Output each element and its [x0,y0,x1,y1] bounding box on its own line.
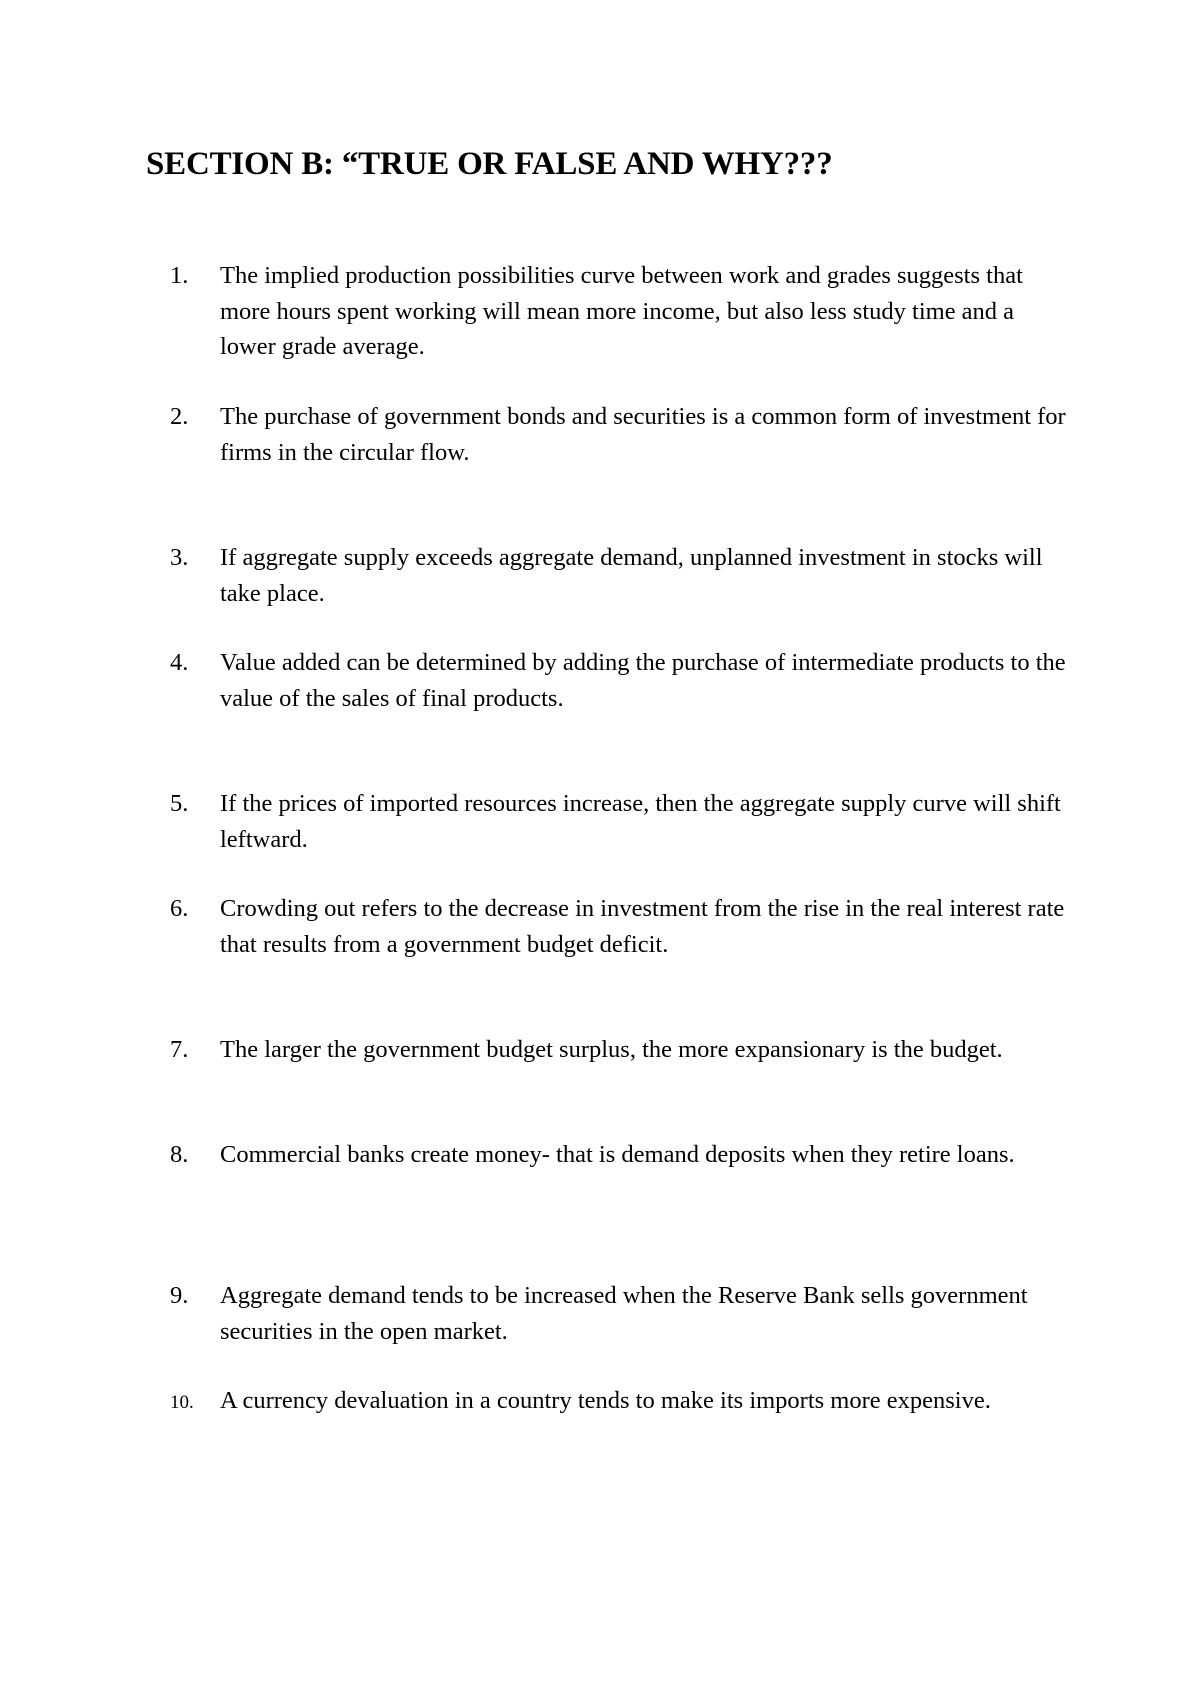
question-item [170,1278,1070,1349]
question-text: The implied production possibilities curve between work and grades suggests that more hours spent working will mean more income, but also less study time and a lower grade average. [220,262,1023,360]
question-number: 7. [170,1036,189,1063]
question-text: Value added can be determined by adding the purchase of intermediate products to the value of the sales of final products. [220,649,1066,712]
section-title: SECTION B: “TRUE OR FALSE AND WHY??? [146,146,833,182]
question-text: A currency devaluation in a country tends to make its imports more expensive. [220,1387,991,1414]
question-text: Aggregate demand tends to be increased when the Reserve Bank sells government securities in the open market. [220,1282,1028,1345]
question-text: The larger the government budget surplus, the more expansionary is the budget. [220,1036,1003,1063]
question-text: If aggregate supply exceeds aggregate demand, unplanned investment in stocks will take place. [220,544,1043,607]
question-item [170,1383,1070,1419]
question-item [170,399,1070,470]
question-number: 9. [170,1282,189,1309]
question-number: 1. [170,262,189,289]
question-item [170,1032,1070,1068]
question-text: Commercial banks create money- that is demand deposits when they retire loans. [220,1141,1015,1168]
question-text: If the prices of imported resources increase, then the aggregate supply curve will shift leftward. [220,790,1061,853]
question-text: Crowding out refers to the decrease in investment from the rise in the real interest rate that results from a government budget deficit. [220,895,1065,958]
question-number: 8. [170,1141,189,1168]
question-item [170,786,1070,857]
question-number: 2. [170,403,189,430]
question-item [170,258,1070,365]
question-number: 10. [170,1392,194,1413]
question-text: The purchase of government bonds and securities is a common form of investment for firms in the circular flow. [220,403,1066,466]
question-number: 5. [170,790,189,817]
question-item [170,540,1070,611]
question-item [170,891,1070,962]
question-number: 3. [170,544,189,571]
question-item [170,645,1070,716]
question-item [170,1137,1070,1173]
question-number: 6. [170,895,189,922]
question-number: 4. [170,649,189,676]
